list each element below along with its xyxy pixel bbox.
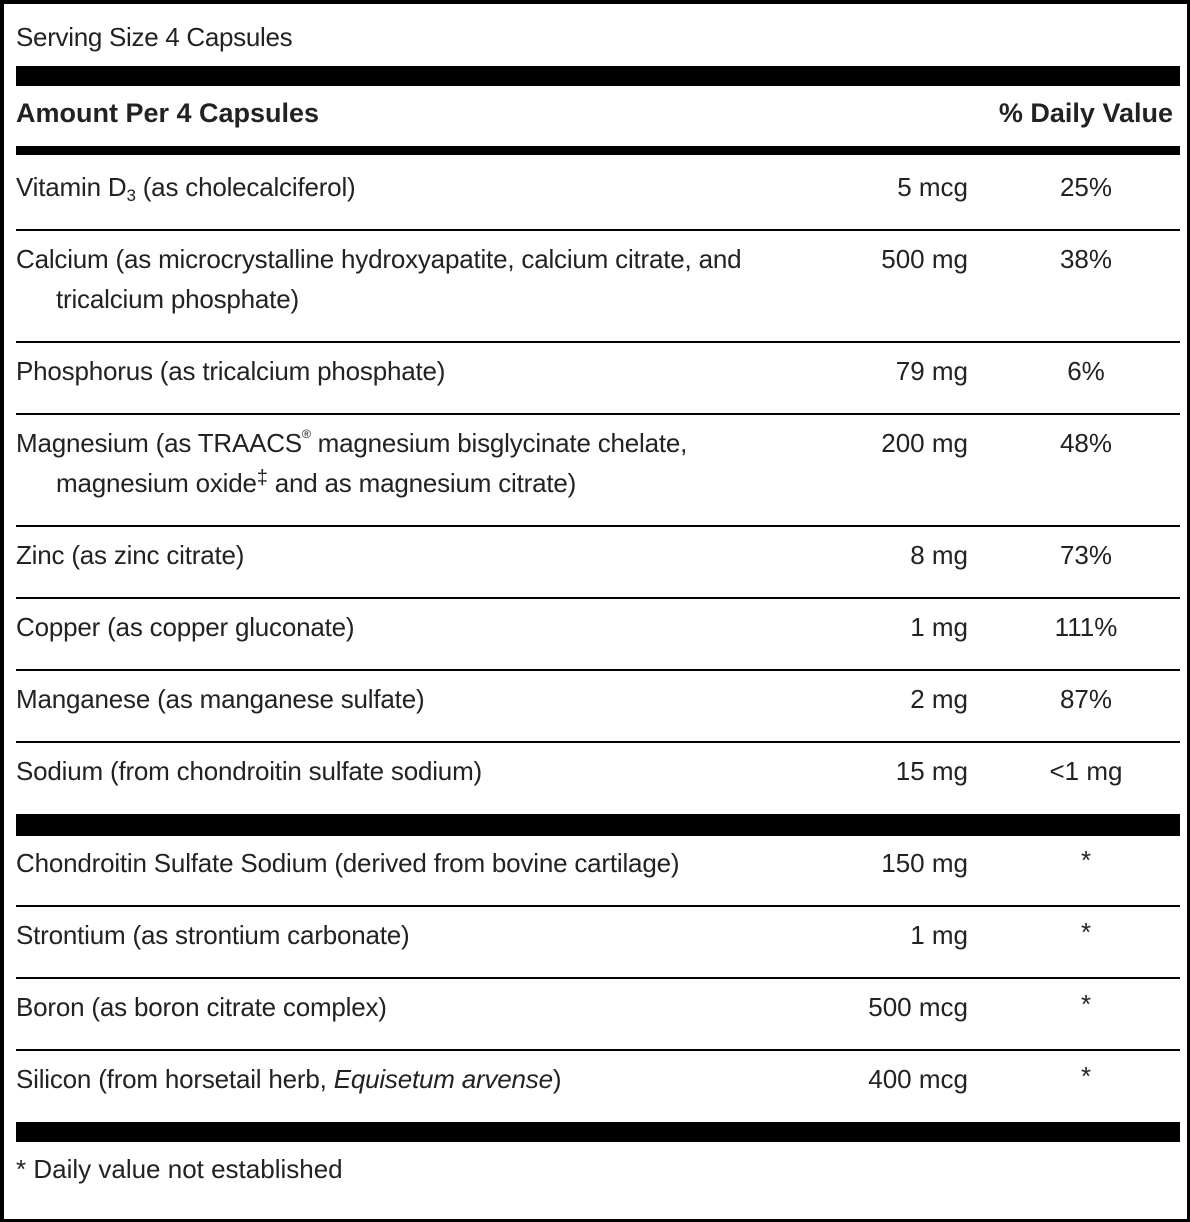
medium-divider (16, 146, 1180, 155)
row-divider (16, 669, 1180, 671)
row-divider (16, 1049, 1180, 1051)
ingredient-amount: 150 mg (881, 848, 968, 878)
nutrient-name: Vitamin $D_3$ (as cholecalciferol) (16, 172, 356, 205)
nutrient-amount: 79 mg (895, 356, 968, 386)
nutrient-daily-value: <1 mg (1049, 756, 1123, 786)
nutrient-daily-value: 25% (1059, 172, 1113, 202)
nutrient-name: Copper (as copper gluconate) (16, 612, 355, 642)
nutrient-amount: 8 mg (910, 540, 968, 570)
row-divider (16, 229, 1180, 231)
nutrient-name: Manganese (as manganese sulfate) (16, 684, 425, 714)
ingredient-amount: 500 mcg (868, 992, 968, 1022)
ingredient-daily-value: * (1080, 989, 1092, 1019)
row-divider (16, 413, 1180, 415)
nutrient-name: Sodium (from chondroitin sulfate sodium) (16, 756, 482, 786)
row-divider (16, 905, 1180, 907)
ingredient-amount: 400 mcg (868, 1064, 968, 1094)
footnote: * Daily value not established (16, 1154, 343, 1184)
nutrient-amount: 5 mcg (897, 172, 968, 202)
nutrient-daily-value: 48% (1059, 428, 1113, 458)
nutrient-name: Zinc (as zinc citrate) (16, 540, 245, 570)
ingredient-name: Boron (as boron citrate complex) (16, 992, 387, 1022)
nutrient-name: Phosphorus (as tricalcium phosphate) (16, 356, 446, 386)
nutrient-amount: 200 mg (881, 428, 968, 458)
row-divider (16, 341, 1180, 343)
thick-divider-bottom (16, 1122, 1180, 1142)
row-divider (16, 597, 1180, 599)
daily-value-header: % Daily Value (998, 98, 1173, 128)
registered-mark: ® (301, 427, 311, 441)
nutrient-name: Magnesium (as TRAACS® magnesium bisglycinate chelate, magnesium oxide‡ and as magnesium citrate) (16, 427, 688, 498)
nutrient-amount: 500 mg (881, 244, 968, 274)
thick-divider-middle (16, 814, 1180, 836)
ingredient-name: Chondroitin Sulfate Sodium (derived from bovine cartilage) (16, 848, 680, 878)
nutrient-daily-value: 111% (1054, 612, 1118, 642)
row-divider (16, 977, 1180, 979)
double-dagger-mark: ‡ (256, 467, 268, 489)
ingredient-amount: 1 mg (910, 920, 968, 950)
nutrient-daily-value: 38% (1059, 244, 1113, 274)
row-divider (16, 525, 1180, 527)
ingredient-name: Strontium (as strontium carbonate) (16, 920, 410, 950)
row-divider (16, 741, 1180, 743)
nutrient-daily-value: 73% (1059, 540, 1113, 570)
nutrient-daily-value: 87% (1059, 684, 1113, 714)
ingredient-daily-value: * (1080, 917, 1092, 947)
nutrient-name: Calcium (as microcrystalline hydroxyapatite, calcium citrate, and tricalcium phosphate) (16, 244, 742, 314)
nutrient-amount: 15 mg (895, 756, 968, 786)
ingredient-daily-value: * (1080, 845, 1092, 875)
nutrient-daily-value: 6% (1067, 356, 1105, 386)
nutrient-amount: 2 mg (910, 684, 968, 714)
thick-divider-top (16, 66, 1180, 86)
nutrient-amount: 1 mg (910, 612, 968, 642)
ingredient-name: Silicon (from horsetail herb, Equisetum arvense) (16, 1064, 562, 1094)
serving-size: Serving Size 4 Capsules (16, 22, 293, 52)
ingredient-daily-value: * (1080, 1061, 1092, 1091)
amount-per-header: Amount Per 4 Capsules (16, 98, 320, 128)
